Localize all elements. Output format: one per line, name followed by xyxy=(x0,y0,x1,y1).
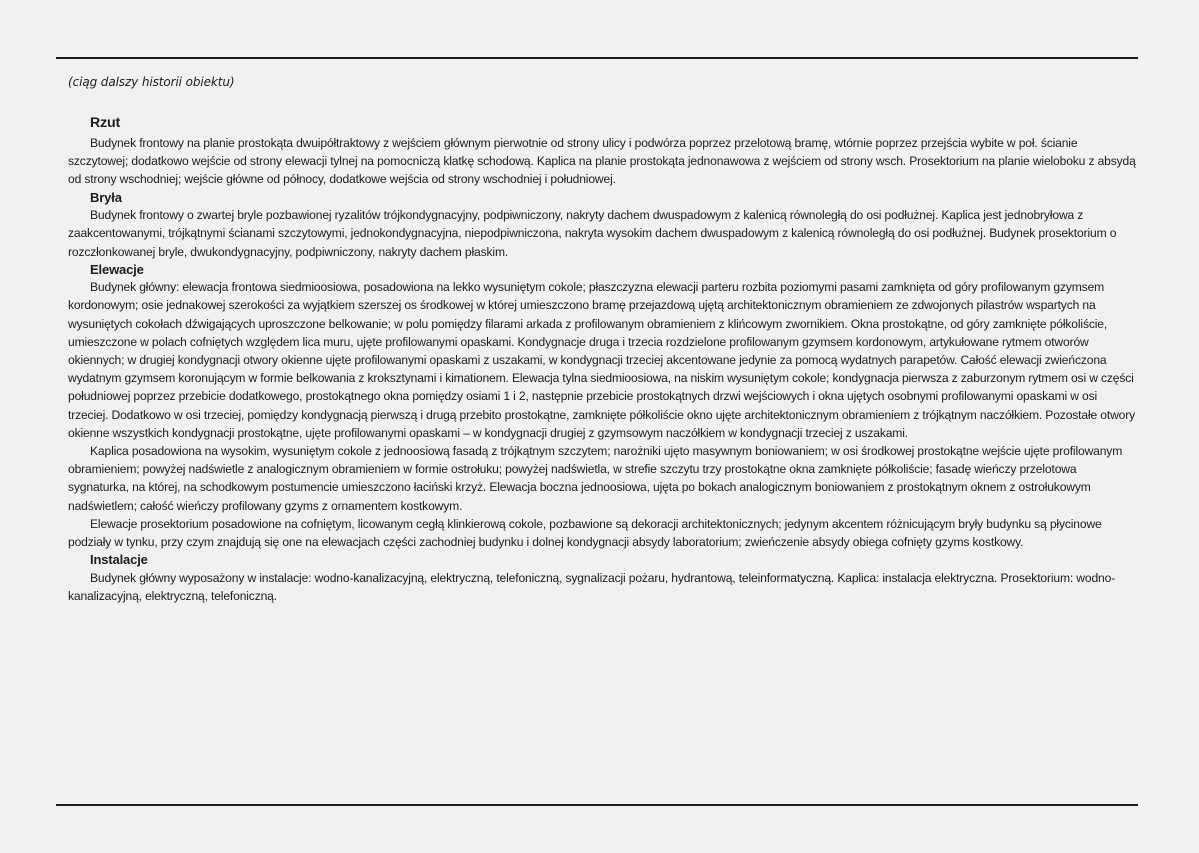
top-rule xyxy=(56,57,1138,59)
section-heading-bryla: Bryła xyxy=(90,189,122,205)
paragraph-rzut-1: Budynek frontowy na planie prostokąta dwuipółtraktowy z wejściem głównym pierwotnie od strony ulicy i podwórza poprzez przelotową bramę, wtórnie poprzez przejścia wybite w poł. ścianie szczytowej; dodatkowo wejście od strony elewacji tylnej na pomocniczą klatkę schodową. Kaplica na planie prostokąta jednonawowa z wejściem od strony wsch. Prosektorium na planie wieloboku z absydą od strony wschodniej; wejście główne od północy, dodatkowe wejścia od strony wschodniej i południowej. xyxy=(68,136,1136,187)
section-heading-elewacje: Elewacje xyxy=(90,261,144,277)
continuation-note: (ciąg dalszy historii obiektu) xyxy=(68,75,235,89)
paragraph-bryla-1: Budynek frontowy o zwartej bryle pozbawionej ryzalitów trójkondygnacyjny, podpiwniczony, nakryty dachem dwuspadowym z kalenicą równoległą do osi podłużnej. Kaplica jest jednobryłowa z zaakcentowanymi, trójkątnymi ścianami szczytowymi, jednokondygnacyjna, niepodpiwniczona, nakryta wysokim dachem dwuspadowym z kalenicą równoległą do osi podłużnej. Budynek prosektorium o rozczłonkowanej bryle, dwukondygnacyjny, podpiwniczony, nakryty dachem płaskim. xyxy=(68,208,1117,259)
section-heading-instalacje: Instalacje xyxy=(90,552,148,568)
section-heading-rzut: Rzut xyxy=(90,115,121,131)
paragraph-elewacje-1: Budynek główny: elewacja frontowa siedmioosiowa, posadowiona na lekko wysuniętym cokole; płaszczyzna elewacji parteru rozbita poziomymi pasami zamknięta od góry profilowanym gzymsem kordonowym; osie jednakowej szerokości za wyjątkiem szerszej os środkowej w której umieszczono bramę przejazdową ujętą architektonicznym obramieniem ze zdwojonych pilastrów wspartych na wysuniętych cokołach dźwigających uproszczone belkowanie; w polu pomiędzy filarami arkada z profilowanym obramieniem z klińcowym zwornikiem. Okna prostokątne, od góry zamknięte półkoliście, umieszczone w polach cofniętych względem lica muru, ujęte profilowanymi opaskami. Kondygnacje druga i trzecia rozdzielone profilowanym gzymsem kordonowym, artykułowane rytmem otworów okiennych; w drugiej kondygnacji otwory okienne ujęte profilowanymi opaskami z uszakami, w kondygnacji trzeciej akcentowane jedynie za pomocą wydatnych parapetów. Całość elewacji zwieńczona wydatnym gzymsem koronującym w formie belkowania z kroksztynami i kimationem. Elewacja tylna siedmioosiowa, na niskim wysuniętym cokole; kondygnacja pierwsza z zaburzonym rytmem osi w części południowej poprzez przebicie dodatkowego, prostokątnego okna pomiędzy osiami 1 i 2, następnie przebicie prostokątnych drzwi wejściowych i okna ujętych osobnymi profilowanymi opaskami w osi trzeciej. Dodatkowo w osi trzeciej, pomiędzy kondygnacją pierwszą i drugą przebito prostokątne, zamknięte półkoliście okno ujęte architektonicznym obramieniem z trójkątnym naczółkiem. Pozostałe otwory okienne wszystkich kondygnacji prostokątne, ujęte profilowanymi opaskami – w kondygnacji drugiej z gzymsowym naczółkiem w kondygnacji trzeciej z uszakami. xyxy=(68,280,1136,440)
section-bryla xyxy=(68,189,1136,261)
section-rzut xyxy=(68,112,1136,189)
document-body xyxy=(68,112,1136,605)
bottom-rule xyxy=(56,804,1138,806)
paragraph-elewacje-3: Elewacje prosektorium posadowione na cofniętym, licowanym cegłą klinkierową cokole, pozbawione są dekoracji architektonicznych; jedynym akcentem różnicującym bryły budynku są płycinowe podziały w tynku, przy czym znajdują się one na elewacjach części zachodniej budynku i dolnej kondygnacji absydy laboratorium; zwieńczenie absydy obiega cofnięty gzyms kostkowy. xyxy=(68,516,1102,550)
section-elewacje xyxy=(68,261,1136,552)
paragraph-elewacje-2: Kaplica posadowiona na wysokim, wysuniętym cokole z jednoosiową fasadą z trójkątnym szczytem; narożniki ujęto masywnym boniowaniem; w osi środkowej prostokątne wejście ujęte profilowanym obramieniem; powyżej nadświetle z analogicznym obramieniem w formie ostrołuku; powyżej nadświetla, w strefie szczytu trzy prostokątne okna zamknięte półkoliście; fasadę wieńczy przelotowa sygnaturka, na której, na schodkowym postumencie umieszczono łaciński krzyż. Elewacja boczna jednoosiowa, ujęta po bokach analogicznym boniowaniem z prostokątnym oknem z ostrołukowym nadświetlem; całość wieńczy profilowany gzyms z ornamentem kostkowym. xyxy=(68,444,1123,513)
section-instalacje xyxy=(68,551,1136,605)
paragraph-instalacje-1: Budynek główny wyposażony w instalacje: wodno-kanalizacyjną, elektryczną, telefoniczną, sygnalizacji pożaru, hydrantową, teleinformatyczną. Kaplica: instalacja elektryczna. Prosektorium: wodno-kanalizacyjną, elektryczną, telefoniczną. xyxy=(68,570,1116,603)
